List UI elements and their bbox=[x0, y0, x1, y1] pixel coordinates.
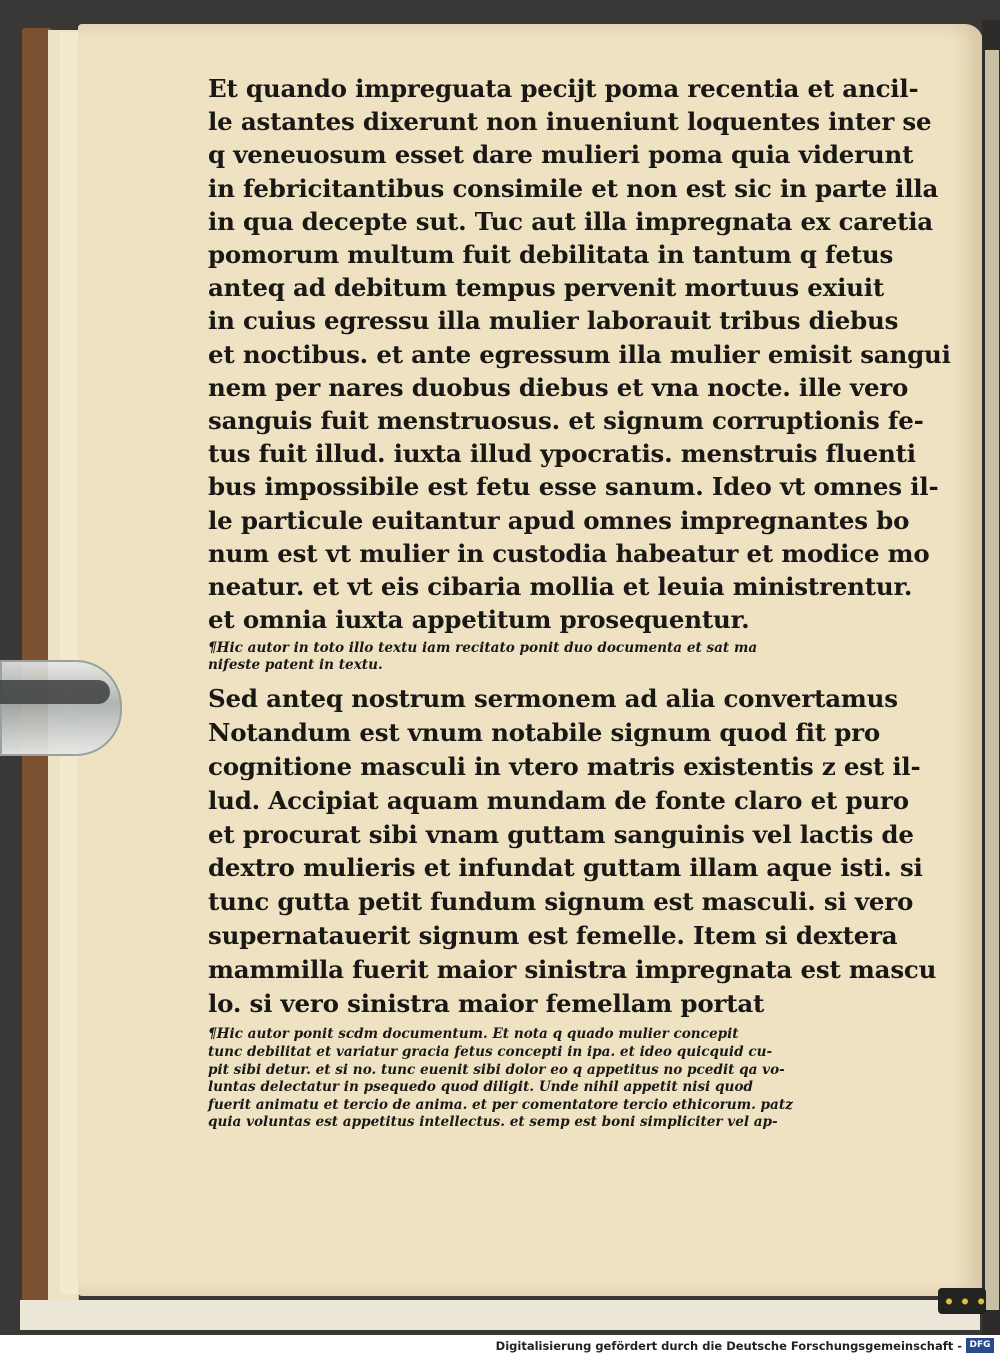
text-line: pomorum multum fuit debilitata in tantum q fetus bbox=[208, 240, 894, 270]
gloss-line: nifeste patent in textu. bbox=[208, 657, 383, 674]
text-line: et noctibus. et ante egressum illa mulier emisit sangui bbox=[208, 339, 951, 369]
page-weight-band bbox=[0, 680, 110, 704]
text-line: mammilla fuerit maior sinistra impregnata est mascu bbox=[208, 954, 937, 984]
footer-bar bbox=[0, 1335, 1000, 1356]
text-line: tus fuit illud. iuxta illud ypocratis. menstruis fluenti bbox=[208, 439, 916, 469]
text-line: et omnia iuxta appetitum prosequentur. bbox=[208, 605, 750, 635]
text-line: Et quando impreguata pecijt poma recentia et ancil- bbox=[208, 74, 919, 103]
gloss-line: luntas delectatur in psequedo quod diligit. Unde nihil appetit nisi quod bbox=[208, 1079, 753, 1096]
text-line: et procurat sibi vnam guttam sanguinis vel lactis de bbox=[208, 819, 914, 849]
gloss-line: fuerit animatu et tercio de anima. et per comentatore tercio ethicorum. patz bbox=[208, 1096, 793, 1113]
text-line: num est vt mulier in custodia habeatur et modice mo bbox=[208, 538, 930, 568]
text-line: in qua decepte sut. Tuc aut illa impregnata ex caretia bbox=[208, 206, 933, 236]
text-line: sanguis fuit menstruosus. et signum corruptionis fe- bbox=[208, 406, 924, 436]
main-paragraph-1 bbox=[208, 72, 951, 636]
text-line: le particule euitantur apud omnes impregnantes bo bbox=[208, 505, 910, 535]
main-paragraph-2 bbox=[208, 682, 937, 1020]
text-line: le astantes dixerunt non inueniunt loquentes inter se bbox=[208, 107, 932, 137]
text-line: neatur. et vt eis cibaria mollia et leuia ministrentur. bbox=[208, 572, 913, 602]
text-line: in febricitantibus consimile et non est sic in parte illa bbox=[208, 173, 939, 203]
text-line: tunc gutta petit fundum signum est masculi. si vero bbox=[208, 887, 914, 917]
text-line: cognitione masculi in vtero matris existentis z est il- bbox=[208, 752, 921, 782]
gloss-paragraph-2 bbox=[208, 1026, 888, 1132]
text-line: Notandum est vnum notabile signum quod fit pro bbox=[208, 718, 881, 748]
text-line: lud. Accipiat aquam mundam de fonte claro et puro bbox=[208, 785, 909, 815]
text-line: nem per nares duobus diebus et vna nocte. ille vero bbox=[208, 372, 909, 402]
text-line: anteq ad debitum tempus pervenit mortuus exiuit bbox=[208, 273, 885, 303]
page-fore-edge bbox=[985, 50, 999, 1310]
gloss-line: pit sibi detur. et si no. tunc euenit sibi dolor eo q appetitus no pcedit qa vo- bbox=[208, 1061, 785, 1078]
gloss-paragraph-1 bbox=[208, 640, 888, 674]
page-text bbox=[208, 72, 951, 1132]
gloss-line: ¶Hic autor in toto illo textu iam recitato ponit duo documenta et sat ma bbox=[208, 640, 758, 657]
text-line: dextro mulieris et infundat guttam illam aque isti. si bbox=[208, 853, 923, 883]
book-cover-edge bbox=[20, 1300, 980, 1330]
text-line: in cuius egressu illa mulier laborauit tribus diebus bbox=[208, 306, 899, 336]
text-line: supernatauerit signum est femelle. Item si dextera bbox=[208, 921, 898, 951]
text-line: bus impossibile est fetu esse sanum. Ideo vt omnes il- bbox=[208, 472, 939, 502]
shelf-tag-dots: ● ● ● bbox=[946, 1296, 987, 1307]
text-line: q veneuosum esset dare mulieri poma quia viderunt bbox=[208, 140, 914, 170]
text-line: lo. si vero sinistra maior femellam portat bbox=[208, 988, 765, 1018]
dfg-logo[interactable]: DFG bbox=[966, 1338, 994, 1353]
text-line: Sed anteq nostrum sermonem ad alia convertamus bbox=[208, 684, 898, 714]
gloss-line: quia voluntas est appetitus intellectus. et semp est boni simpliciter vel ap- bbox=[208, 1114, 778, 1131]
page-weight bbox=[0, 660, 122, 756]
gloss-line: ¶Hic autor ponit scdm documentum. Et nota q quado mulier concepit bbox=[208, 1026, 739, 1043]
funding-credit: Digitalisierung gefördert durch die Deutsche Forschungsgemeinschaft - bbox=[495, 1339, 962, 1353]
gloss-line: tunc debilitat et variatur gracia fetus concepti in ipa. et ideo quicquid cu- bbox=[208, 1044, 773, 1061]
